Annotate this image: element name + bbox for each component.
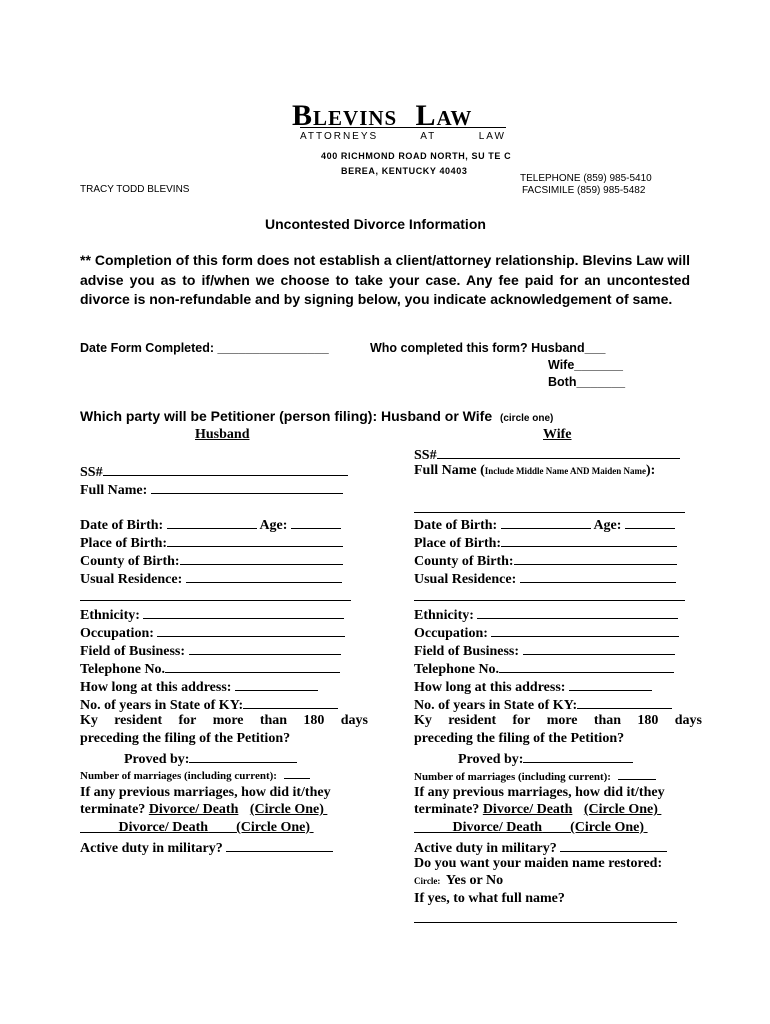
wife-marriages-blank[interactable]	[618, 768, 656, 780]
husband-marriages-field[interactable]	[80, 767, 310, 784]
wife-divorce-death-option-2[interactable]: Divorce/ Death	[452, 820, 543, 835]
husband-prev-marriages-line-1: If any previous marriages, how did it/they	[80, 785, 331, 800]
wife-circle-one-option[interactable]: (Circle One)	[583, 802, 658, 817]
wife-ky-resident-line-2: preceding the filing of the Petition?	[414, 731, 625, 746]
wife-ethnicity-label: Ethnicity:	[414, 608, 474, 623]
husband-usual-residence-field[interactable]	[80, 569, 342, 588]
telephone-number: TELEPHONE (859) 985-5410	[520, 173, 652, 184]
husband-age-label: Age:	[259, 518, 288, 533]
wife-field-of-business-blank[interactable]	[523, 641, 675, 655]
wife-occupation-label: Occupation:	[414, 626, 488, 641]
husband-occupation-field[interactable]	[80, 623, 345, 642]
wife-ky-word-1: Ky	[414, 713, 432, 728]
wife-ky-word-3: for	[512, 713, 531, 728]
wife-circle-label: Circle:	[414, 876, 441, 886]
wife-how-long-field[interactable]	[414, 677, 652, 696]
wife-full-name-label: Full Name (	[414, 463, 485, 478]
logo-tagline: ATTORNEYS AT LAW	[300, 131, 506, 142]
logo-word-aw: AW	[436, 106, 473, 130]
wife-ky-resident-line	[414, 713, 702, 729]
petitioner-question-text: Which party will be Petitioner (person filing): Husband or Wife	[80, 408, 493, 424]
logo-initial-l: L	[415, 99, 437, 132]
husband-usual-residence-label: Usual Residence:	[80, 572, 183, 587]
husband-occupation-label: Occupation:	[80, 626, 154, 641]
wife-maiden-restored-question: Do you want your maiden name restored:	[414, 856, 663, 871]
husband-ky-resident-line-2: preceding the filing of the Petition?	[80, 731, 291, 746]
husband-terminate-line-2[interactable]	[80, 820, 314, 836]
husband-ky-word-6: 180	[303, 713, 325, 728]
wife-usual-residence-label: Usual Residence:	[414, 572, 517, 587]
husband-military-label: Active duty in military?	[80, 841, 223, 856]
wife-how-long-blank[interactable]	[569, 677, 652, 691]
wife-prev-marriages-line-1: If any previous marriages, how did it/they	[414, 785, 665, 800]
wife-residence-line-2[interactable]	[414, 600, 685, 601]
husband-years-ky-label: No. of years in State of KY:	[80, 698, 244, 713]
wife-military-blank[interactable]	[560, 838, 667, 852]
husband-divorce-death-option-2[interactable]: Divorce/ Death	[118, 820, 209, 835]
wife-ky-word-5: than	[593, 713, 622, 728]
husband-usual-residence-blank[interactable]	[186, 569, 342, 583]
husband-how-long-field[interactable]	[80, 677, 318, 696]
wife-heading: Wife	[543, 427, 572, 442]
wife-maiden-name-blank[interactable]	[414, 922, 677, 923]
husband-age-blank[interactable]	[291, 515, 341, 529]
wife-telephone-field[interactable]	[414, 659, 674, 678]
wife-dob-label: Date of Birth:	[414, 518, 498, 533]
logo-word-levins: LEVINS	[313, 106, 398, 130]
wife-ky-word-7: days	[674, 713, 702, 728]
husband-circle-one-option[interactable]: (Circle One)	[249, 802, 324, 817]
wife-telephone-label: Telephone No.	[414, 662, 500, 677]
wife-marriages-field[interactable]	[414, 768, 656, 785]
husband-ss-field[interactable]	[80, 462, 348, 481]
wife-yes-no-options[interactable]: Yes or No	[445, 873, 504, 888]
wife-divorce-death-option[interactable]: Divorce/ Death	[482, 802, 573, 817]
wife-ky-word-6: 180	[637, 713, 659, 728]
wife-county-of-birth-field[interactable]	[414, 551, 677, 570]
husband-county-of-birth-blank[interactable]	[180, 551, 343, 565]
wife-years-ky-field[interactable]	[414, 695, 672, 714]
who-completed-wife[interactable]: Wife_______	[548, 358, 623, 372]
wife-ky-word-4: more	[546, 713, 578, 728]
disclaimer-notice: ** Completion of this form does not establish a client/attorney relationship. Blevins Law will advise you as to if/when we choose to take your case. Any fee paid for an uncontested divorce is non-refundable and by signing below, you indicate acknowledgement of same.	[80, 252, 690, 307]
wife-circle-one-option-2[interactable]: (Circle One)	[570, 820, 645, 835]
husband-telephone-field[interactable]	[80, 659, 340, 678]
form-title: Uncontested Divorce Information	[265, 216, 486, 232]
wife-if-yes-question: If yes, to what full name?	[414, 891, 565, 906]
husband-ethnicity-label: Ethnicity:	[80, 608, 140, 623]
husband-proved-by-blank[interactable]	[189, 749, 297, 763]
wife-military-field[interactable]	[414, 838, 667, 857]
husband-terminate-line[interactable]	[80, 802, 327, 818]
husband-ethnicity-field[interactable]	[80, 605, 344, 624]
wife-place-of-birth-blank[interactable]	[501, 533, 677, 547]
husband-dob-blank[interactable]	[167, 515, 257, 529]
wife-ethnicity-field[interactable]	[414, 605, 678, 624]
logo-initial-b: B	[292, 99, 314, 132]
husband-dob-field[interactable]	[80, 515, 341, 534]
wife-full-name-hint: Include Middle Name AND Maiden Name	[484, 466, 647, 476]
wife-terminate-line-2[interactable]	[414, 820, 648, 836]
wife-full-name-field	[414, 463, 655, 479]
wife-yes-no-line[interactable]	[414, 873, 503, 889]
wife-years-ky-blank[interactable]	[577, 695, 672, 709]
husband-county-of-birth-field[interactable]	[80, 551, 343, 570]
petitioner-hint: (circle one)	[500, 413, 554, 424]
wife-proved-by-field[interactable]	[458, 749, 633, 768]
husband-place-of-birth-field[interactable]	[80, 533, 343, 552]
facsimile-number: FACSIMILE (859) 985-5482	[522, 185, 646, 196]
husband-military-blank[interactable]	[226, 838, 333, 852]
husband-marriages-label: Number of marriages (including current):	[80, 770, 277, 782]
attorney-name: TRACY TODD BLEVINS	[80, 184, 190, 195]
husband-years-ky-blank[interactable]	[243, 695, 338, 709]
date-completed-field[interactable]: Date Form Completed: ________________	[80, 341, 329, 355]
wife-dob-blank[interactable]	[501, 515, 591, 529]
wife-field-of-business-label: Field of Business:	[414, 644, 520, 659]
wife-ss-blank[interactable]	[437, 445, 680, 459]
husband-ss-label: SS#	[80, 465, 103, 480]
husband-divorce-death-option[interactable]: Divorce/ Death	[148, 802, 239, 817]
husband-place-of-birth-blank[interactable]	[167, 533, 343, 547]
wife-age-label: Age:	[593, 518, 622, 533]
husband-ky-word-3: for	[178, 713, 197, 728]
husband-county-of-birth-label: County of Birth:	[80, 554, 180, 569]
husband-ethnicity-blank[interactable]	[143, 605, 344, 619]
husband-circle-one-option-2[interactable]: (Circle One)	[236, 820, 311, 835]
husband-how-long-blank[interactable]	[235, 677, 318, 691]
wife-age-blank[interactable]	[625, 515, 675, 529]
husband-field-of-business-blank[interactable]	[189, 641, 341, 655]
wife-usual-residence-field[interactable]	[414, 569, 676, 588]
husband-how-long-label: How long at this address:	[80, 680, 232, 695]
husband-ky-word-5: than	[259, 713, 288, 728]
wife-ss-field[interactable]	[414, 445, 680, 464]
husband-years-ky-field[interactable]	[80, 695, 338, 714]
wife-place-of-birth-field[interactable]	[414, 533, 677, 552]
husband-place-of-birth-label: Place of Birth:	[80, 536, 168, 551]
who-completed-both[interactable]: Both_______	[548, 375, 626, 389]
husband-telephone-label: Telephone No.	[80, 662, 166, 677]
wife-full-name-blank[interactable]	[414, 512, 685, 513]
address-line-2: BEREA, KENTUCKY 40403	[341, 166, 468, 176]
husband-military-field[interactable]	[80, 838, 333, 857]
wife-ethnicity-blank[interactable]	[477, 605, 678, 619]
wife-place-of-birth-label: Place of Birth:	[414, 536, 502, 551]
husband-ky-word-2: resident	[114, 713, 163, 728]
wife-occupation-field[interactable]	[414, 623, 679, 642]
husband-full-name-blank[interactable]	[151, 480, 343, 494]
wife-marriages-label: Number of marriages (including current):	[414, 771, 611, 783]
wife-occupation-blank[interactable]	[491, 623, 679, 637]
wife-ss-label: SS#	[414, 448, 437, 463]
husband-field-of-business-label: Field of Business:	[80, 644, 186, 659]
husband-occupation-blank[interactable]	[157, 623, 345, 637]
husband-ky-word-1: Ky	[80, 713, 98, 728]
husband-ss-blank[interactable]	[103, 462, 348, 476]
wife-proved-by-blank[interactable]	[523, 749, 633, 763]
wife-proved-by-label: Proved by:	[458, 752, 524, 767]
husband-full-name-label: Full Name:	[80, 483, 148, 498]
wife-full-name-end: ):	[646, 463, 656, 478]
husband-field-of-business-field[interactable]	[80, 641, 341, 660]
wife-county-of-birth-blank[interactable]	[514, 551, 677, 565]
wife-years-ky-label: No. of years in State of KY:	[414, 698, 578, 713]
wife-dob-field[interactable]	[414, 515, 675, 534]
husband-proved-by-label: Proved by:	[124, 752, 190, 767]
husband-dob-label: Date of Birth:	[80, 518, 164, 533]
address-line-1: 400 RICHMOND ROAD NORTH, SU TE C	[321, 151, 512, 161]
wife-military-label: Active duty in military?	[414, 841, 557, 856]
wife-ky-word-2: resident	[448, 713, 497, 728]
wife-terminate-label: terminate?	[414, 802, 480, 817]
husband-telephone-blank[interactable]	[165, 659, 340, 673]
wife-terminate-line[interactable]	[414, 802, 661, 818]
husband-ky-word-4: more	[212, 713, 244, 728]
husband-heading: Husband	[195, 427, 250, 442]
husband-residence-line-2[interactable]	[80, 600, 351, 601]
husband-marriages-blank[interactable]	[284, 767, 310, 779]
husband-ky-word-7: days	[340, 713, 368, 728]
husband-full-name-field[interactable]	[80, 480, 343, 499]
wife-field-of-business-field[interactable]	[414, 641, 675, 660]
wife-how-long-label: How long at this address:	[414, 680, 566, 695]
husband-proved-by-field[interactable]	[124, 749, 297, 768]
who-completed-husband[interactable]: Who completed this form? Husband___	[370, 341, 606, 355]
logo-rule	[300, 127, 506, 128]
husband-terminate-label: terminate?	[80, 802, 146, 817]
wife-usual-residence-blank[interactable]	[520, 569, 676, 583]
husband-ky-resident-line	[80, 713, 368, 729]
wife-telephone-blank[interactable]	[499, 659, 674, 673]
wife-county-of-birth-label: County of Birth:	[414, 554, 514, 569]
petitioner-question	[80, 408, 553, 424]
